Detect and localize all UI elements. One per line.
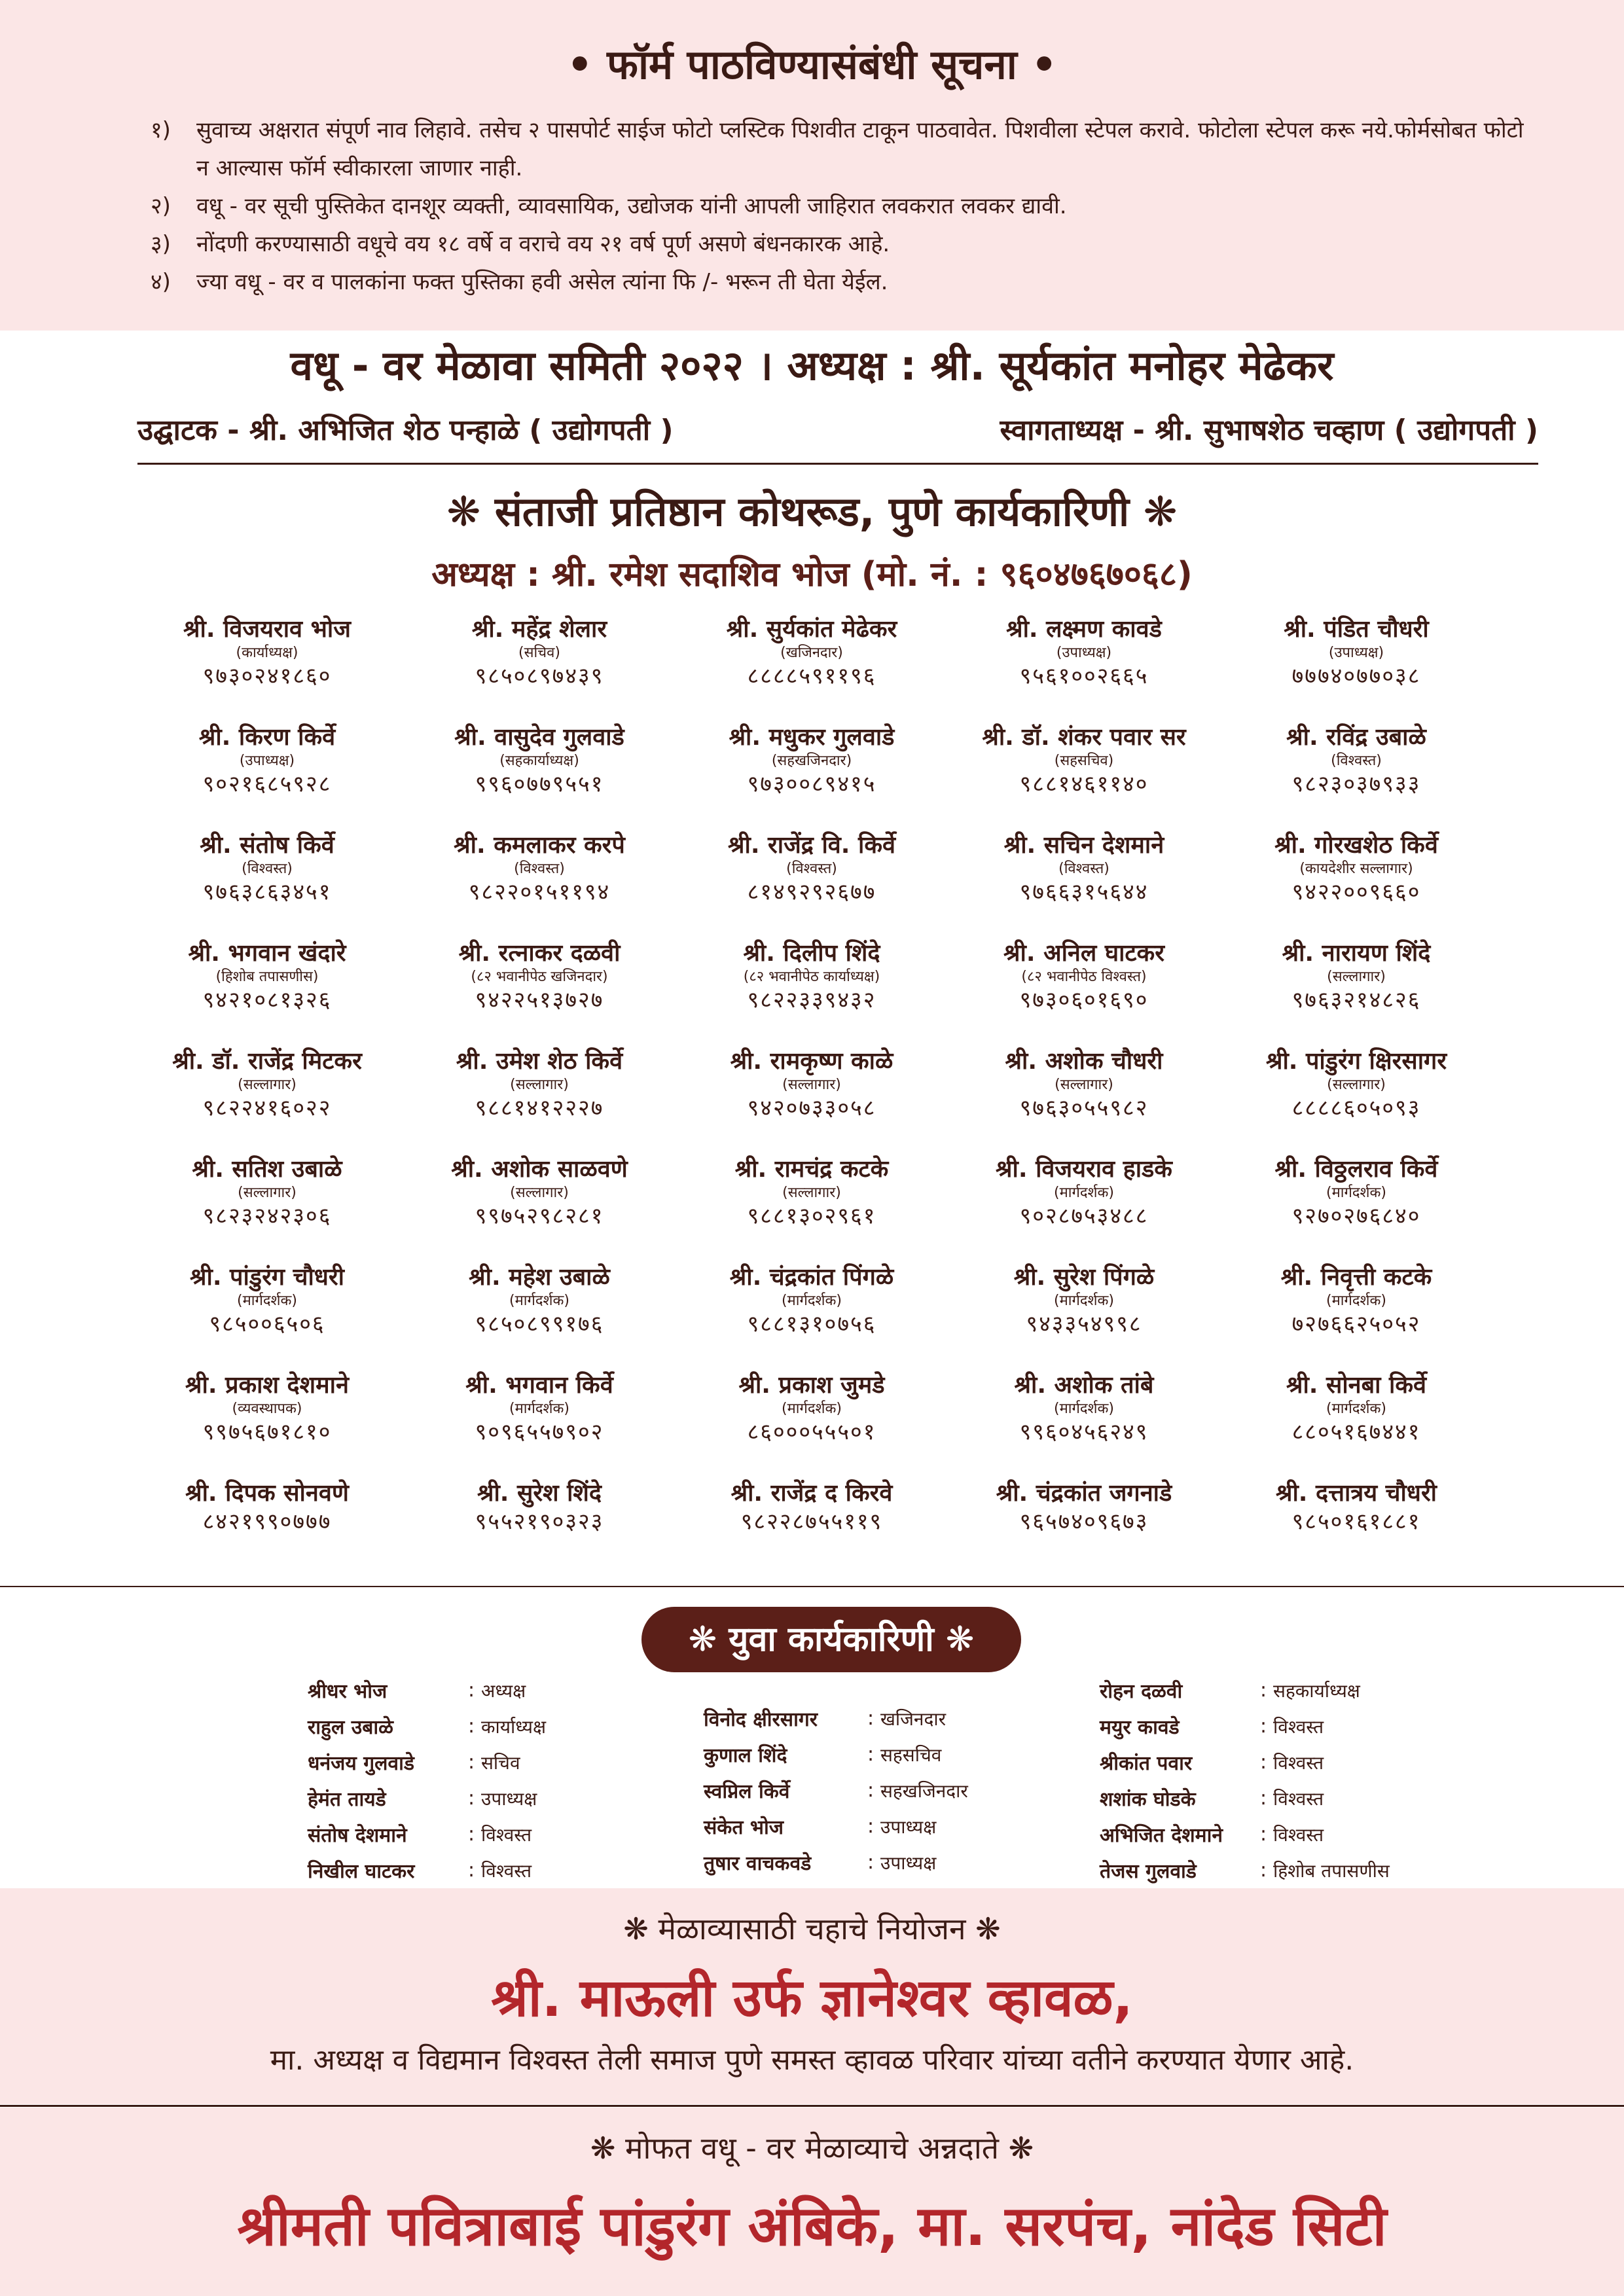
- member-role: (मार्गदर्शक): [1326, 1401, 1386, 1417]
- youth-member-row: [308, 1780, 546, 1816]
- member-phone: ९९६०४५६२४९: [1019, 1419, 1149, 1445]
- member-phone: ९४२२००९६६०: [1291, 879, 1421, 905]
- instruction-text: वधू - वर सूची पुस्तिकेत दानशूर व्यक्ती, व्यावसायिक, उद्योजक यांनी आपली जाहिरात लवकरात लवकर द्यावी.: [196, 193, 1067, 219]
- member-phone: ९८८१३१०७५६: [747, 1311, 876, 1337]
- member-role: (खजिनदार): [780, 645, 843, 661]
- tea-heading: ❋ मेळाव्यासाठी चहाचे नियोजन ❋: [623, 1911, 1001, 1946]
- member-role: (व्यवस्थापक): [232, 1401, 302, 1417]
- member-name: श्री. प्रकाश जुमडे: [738, 1372, 885, 1399]
- member-card: [403, 615, 676, 723]
- youth-member-row: [308, 1816, 546, 1852]
- member-phone: ९५५२१९०३२३: [475, 1509, 604, 1535]
- member-phone: ८४२१९९०७७७: [202, 1509, 332, 1535]
- member-role: (सल्लागार): [1327, 1077, 1386, 1093]
- member-name: श्री. भगवान किर्वे: [465, 1372, 613, 1399]
- member-card: [676, 1155, 948, 1263]
- member-card: [131, 1263, 403, 1371]
- youth-member-role: विश्वस्त: [481, 1823, 532, 1846]
- member-phone: ८८०५१६७४४१: [1291, 1419, 1421, 1445]
- member-name: श्री. विठ्ठलराव किर्वे: [1274, 1156, 1438, 1183]
- member-phone: ९८२२८७५५११९: [740, 1509, 883, 1535]
- youth-column-2: [704, 1700, 968, 1880]
- member-phone: ८८८८६०५०९३: [1291, 1095, 1421, 1121]
- youth-member-role: हिशोब तपासणीस: [1273, 1859, 1390, 1882]
- youth-member-row: [704, 1736, 968, 1772]
- instruction-item: [151, 263, 1525, 301]
- committee-title: वधू - वर मेळावा समिती २०२२ । अध्यक्ष : श्री. सूर्यकांत मनोहर मेढेकर: [290, 342, 1334, 389]
- member-phone: ७७७४०७७०३८: [1291, 663, 1421, 689]
- member-phone: ९६५७४०९६७३: [1019, 1509, 1149, 1535]
- youth-member-name: विनोद क्षीरसागर: [704, 1708, 818, 1731]
- member-role: (सहखजिनदार): [771, 753, 852, 769]
- member-name: श्री. चंद्रकांत पिंगळे: [729, 1264, 894, 1291]
- separator: :: [867, 1815, 875, 1838]
- member-role: (मार्गदर्शक): [782, 1401, 842, 1417]
- youth-member-name: धनंजय गुलवाडे: [308, 1752, 414, 1775]
- member-phone: ९८२३२४२३०६: [202, 1203, 332, 1229]
- separator: :: [867, 1779, 875, 1802]
- member-card: [948, 1047, 1220, 1155]
- member-card: [948, 1263, 1220, 1371]
- member-phone: ९८८१४६११४०: [1019, 771, 1149, 797]
- welcome-chair: स्वागताध्यक्ष - श्री. सुभाषशेठ चव्हाण ( उद्योगपती ): [1000, 414, 1538, 447]
- member-card: [676, 1047, 948, 1155]
- instruction-text: नोंदणी करण्यासाठी वधूचे वय १८ वर्षे व वराचे वय २१ वर्ष पूर्ण असणे बंधनकारक आहे.: [196, 231, 890, 257]
- member-name: श्री. दिलीप शिंदे: [743, 940, 880, 967]
- member-role: (८२ भवानीपेठ कार्याध्यक्ष): [743, 969, 880, 985]
- youth-member-name: श्रीधर भोज: [308, 1680, 388, 1703]
- member-phone: ९४२०७३३०५८: [747, 1095, 876, 1121]
- member-role: (सल्लागार): [782, 1077, 841, 1093]
- youth-member-role: सहसचिव: [880, 1744, 942, 1766]
- separator: :: [1259, 1751, 1267, 1774]
- member-phone: ९८५००६५०६: [209, 1311, 325, 1337]
- member-name: श्री. राजेंद्र द किरवे: [731, 1480, 893, 1507]
- youth-member-row: [308, 1744, 546, 1780]
- member-phone: ९७६३८६३४५१: [202, 879, 332, 905]
- member-card: [131, 1479, 403, 1587]
- member-phone: ९९६०७७९५५१: [475, 771, 604, 797]
- instruction-item: [151, 111, 1525, 187]
- member-card: [131, 939, 403, 1047]
- member-role: (मार्गदर्शक): [1326, 1293, 1386, 1309]
- member-name: श्री. कमलाकर करपे: [454, 832, 625, 859]
- youth-member-name: स्वप्निल किर्वे: [704, 1780, 790, 1803]
- member-role: (सल्लागार): [1327, 969, 1386, 985]
- member-name: श्री. सतिश उबाळे: [192, 1156, 342, 1183]
- member-phone: ९०२८७५३४८८: [1019, 1203, 1149, 1229]
- youth-member-name: श्रीकांत पवार: [1100, 1752, 1193, 1775]
- member-role: (विश्वस्त): [1058, 861, 1110, 877]
- member-card: [403, 723, 676, 831]
- member-phone: ९८८१३०२९६१: [747, 1203, 876, 1229]
- member-phone: ९८२२४१६०२२: [202, 1095, 332, 1121]
- member-name: श्री. किरण किर्वे: [198, 724, 336, 751]
- member-name: श्री. डॉ. राजेंद्र मिटकर: [172, 1048, 362, 1075]
- youth-member-row: [1100, 1672, 1390, 1708]
- member-role: (विश्वस्त): [242, 861, 293, 877]
- member-name: श्री. डॉ. शंकर पवार सर: [982, 724, 1186, 751]
- member-name: श्री. निवृत्ती कटके: [1280, 1264, 1432, 1291]
- member-phone: ९७६३२१४८२६: [1291, 987, 1421, 1013]
- member-card: [403, 1047, 676, 1155]
- member-phone: ९७३०२४१८६०: [202, 663, 332, 689]
- member-phone: ९७६३०५५९८२: [1019, 1095, 1149, 1121]
- youth-column-3: [1100, 1672, 1390, 1888]
- member-card: [1220, 831, 1492, 939]
- youth-member-name: निखील घाटकर: [308, 1860, 415, 1883]
- member-name: श्री. गोरखशेठ किर्वे: [1274, 832, 1438, 859]
- member-phone: ९९७५२९८२८१: [475, 1203, 604, 1229]
- separator: :: [467, 1823, 475, 1846]
- member-name: श्री. पांडुरंग क्षिरसागर: [1265, 1048, 1447, 1075]
- member-role: (विश्वस्त): [514, 861, 565, 877]
- member-phone: ९७३००८९४१५: [747, 771, 876, 797]
- member-card: [676, 1479, 948, 1587]
- member-card: [131, 615, 403, 723]
- member-card: [676, 615, 948, 723]
- instructions-section: [0, 0, 1624, 331]
- member-role: (उपाध्यक्ष): [1328, 645, 1384, 661]
- member-name: श्री. अशोक साळवणे: [451, 1156, 628, 1183]
- youth-member-name: हेमंत तायडे: [308, 1788, 386, 1811]
- member-phone: ९९७५६७१८१०: [202, 1419, 332, 1445]
- member-card: [948, 939, 1220, 1047]
- member-phone: ८६०००५५५०१: [747, 1419, 876, 1445]
- member-name: श्री. दत्तात्रय चौधरी: [1276, 1480, 1437, 1507]
- member-card: [403, 939, 676, 1047]
- instructions-title: • फॉर्म पाठविण्यासंबंधी सूचना •: [566, 41, 1058, 88]
- member-role: (८२ भवानीपेठ विश्वस्त): [1021, 969, 1147, 985]
- youth-member-role: विश्वस्त: [1273, 1823, 1324, 1846]
- youth-member-role: सहखजिनदार: [880, 1780, 968, 1802]
- separator: :: [467, 1679, 475, 1702]
- youth-member-role: विश्वस्त: [1273, 1715, 1324, 1738]
- member-role: (हिशोब तपासणीस): [215, 969, 319, 985]
- member-role: (सल्लागार): [510, 1077, 569, 1093]
- member-card: [676, 723, 948, 831]
- member-role: (सल्लागार): [1055, 1077, 1113, 1093]
- instruction-item: [151, 187, 1525, 225]
- member-name: श्री. अनिल घाटकर: [1003, 940, 1164, 967]
- member-phone: ८१४९२९२६७७: [747, 879, 876, 905]
- food-sponsor-name: श्रीमती पवित्राबाई पांडुरंग अंबिके, मा. सरपंच, नांदेड सिटी: [237, 2194, 1387, 2258]
- divider: [0, 1586, 1624, 1587]
- tea-sponsor-name: श्री. माऊली उर्फ ज्ञानेश्वर व्हावळ,: [491, 1967, 1133, 2028]
- separator: :: [1259, 1787, 1267, 1810]
- member-name: श्री. रविंद्र उबाळे: [1286, 724, 1426, 751]
- member-role: (८२ भवानीपेठ खजिनदार): [471, 969, 608, 985]
- separator: :: [867, 1851, 875, 1874]
- member-phone: ९०२१६८५९२८: [202, 771, 332, 797]
- member-name: श्री. पंडित चौधरी: [1284, 616, 1429, 643]
- member-name: श्री. राजेंद्र वि. किर्वे: [728, 832, 895, 859]
- youth-member-name: शशांक घोडके: [1100, 1788, 1196, 1811]
- member-name: श्री. सुर्यकांत मेढेकर: [726, 616, 897, 643]
- member-card: [131, 1155, 403, 1263]
- member-role: (सल्लागार): [782, 1185, 841, 1201]
- instruction-number: १): [151, 117, 171, 143]
- member-phone: ९८२२०१५११९४: [468, 879, 611, 905]
- member-name: श्री. रामकृष्ण काळे: [730, 1048, 893, 1075]
- member-role: (उपाध्यक्ष): [239, 753, 295, 769]
- member-card: [1220, 615, 1492, 723]
- member-role: (मार्गदर्शक): [237, 1293, 297, 1309]
- member-role: (सहकार्याध्यक्ष): [499, 753, 579, 769]
- inaugurator: उद्घाटक - श्री. अभिजित शेठ पन्हाळे ( उद्योगपती ): [137, 414, 674, 447]
- divider: [0, 2105, 1624, 2107]
- member-card: [1220, 723, 1492, 831]
- member-phone: ९२७०२७६८४०: [1291, 1203, 1421, 1229]
- instruction-number: ३): [151, 231, 171, 257]
- member-phone: ९७६६३१५६४४: [1019, 879, 1149, 905]
- organization-president: अध्यक्ष : श्री. रमेश सदाशिव भोज (मो. नं. : ९६०४७६७०६८): [431, 555, 1193, 594]
- member-name: श्री. रामचंद्र कटके: [734, 1156, 889, 1183]
- member-name: श्री. महेंद्र शेलार: [471, 616, 607, 643]
- youth-member-name: मयुर कावडे: [1100, 1716, 1180, 1739]
- instruction-item: [151, 225, 1525, 263]
- member-phone: ९८२३०३७९३३: [1291, 771, 1421, 797]
- member-role: (मार्गदर्शक): [509, 1401, 569, 1417]
- youth-member-name: संतोष देशमाने: [308, 1824, 407, 1847]
- chief-guests: [137, 409, 1538, 448]
- youth-member-role: उपाध्यक्ष: [880, 1852, 937, 1874]
- member-role: (मार्गदर्शक): [1054, 1293, 1114, 1309]
- youth-member-row: [308, 1708, 546, 1744]
- organization-title: ❋ संताजी प्रतिष्ठान कोथरूड, पुणे कार्यकारिणी ❋: [446, 488, 1178, 535]
- member-card: [131, 831, 403, 939]
- member-role: (उपाध्यक्ष): [1056, 645, 1112, 661]
- instruction-text: सुवाच्य अक्षरात संपूर्ण नाव लिहावे. तसेच २ पासपोर्ट साईज फोटो प्लस्टिक पिशवीत टाकून पाठवावेत. पिशवीला स्टेपल करावे. फोटोला स्टेपल करू नये.फोर्मसोबत फोटो न आल्यास फॉर्म स्वीकारला जाणार नाही.: [196, 117, 1524, 181]
- member-role: (विश्वस्त): [1331, 753, 1382, 769]
- youth-member-row: [704, 1700, 968, 1736]
- member-phone: ९४२१०८१३२६: [202, 987, 332, 1013]
- member-phone: ८८८८५९११९६: [747, 663, 876, 689]
- member-card: [131, 1047, 403, 1155]
- member-card: [403, 1263, 676, 1371]
- member-name: श्री. नारायण शिंदे: [1282, 940, 1431, 967]
- member-name: श्री. रत्नाकर दळवी: [458, 940, 621, 967]
- member-name: श्री. पांडुरंग चौधरी: [190, 1264, 344, 1291]
- member-card: [1220, 1371, 1492, 1479]
- instruction-number: २): [151, 193, 171, 219]
- member-role: (सल्लागार): [510, 1185, 569, 1201]
- tea-sponsor-note: मा. अध्यक्ष व विद्यमान विश्वस्त तेली समाज पुणे समस्त व्हावळ परिवार यांच्या वतीने करण्यात येणार आहे.: [270, 2043, 1354, 2077]
- separator: :: [867, 1707, 875, 1730]
- youth-member-row: [1100, 1816, 1390, 1852]
- youth-committee-badge: ❋ युवा कार्यकारिणी ❋: [641, 1607, 1021, 1672]
- youth-member-role: सहकार्याध्यक्ष: [1273, 1679, 1360, 1702]
- member-card: [948, 1479, 1220, 1587]
- member-phone: ९८८१४१२२२७: [475, 1095, 604, 1121]
- youth-member-role: खजिनदार: [880, 1708, 947, 1730]
- member-role: (विश्वस्त): [786, 861, 837, 877]
- member-card: [948, 1155, 1220, 1263]
- member-card: [131, 723, 403, 831]
- member-name: श्री. सुरेश पिंगळे: [1013, 1264, 1155, 1291]
- member-name: श्री. अशोक तांबे: [1014, 1372, 1154, 1399]
- member-card: [948, 615, 1220, 723]
- member-name: श्री. प्रकाश देशमाने: [185, 1372, 349, 1399]
- member-name: श्री. सोनबा किर्वे: [1286, 1372, 1427, 1399]
- member-card: [403, 831, 676, 939]
- member-card: [403, 1371, 676, 1479]
- member-card: [131, 1371, 403, 1479]
- member-card: [676, 831, 948, 939]
- member-card: [1220, 939, 1492, 1047]
- youth-member-name: रोहन दळवी: [1100, 1680, 1183, 1703]
- member-role: (कायदेशीर सल्लागार): [1299, 861, 1413, 877]
- member-card: [1220, 1479, 1492, 1587]
- member-role: (मार्गदर्शक): [1054, 1185, 1114, 1201]
- member-phone: ९७३०६०१६९०: [1019, 987, 1149, 1013]
- member-name: श्री. लक्ष्मण कावडे: [1006, 616, 1162, 643]
- member-card: [403, 1155, 676, 1263]
- member-name: श्री. विजयराव भोज: [183, 616, 351, 643]
- instruction-number: ४): [151, 269, 171, 295]
- member-role: (मार्गदर्शक): [509, 1293, 569, 1309]
- member-name: श्री. मधुकर गुलवाडे: [729, 724, 895, 751]
- member-card: [1220, 1155, 1492, 1263]
- member-role: (मार्गदर्शक): [1326, 1185, 1386, 1201]
- member-phone: ९४३३५४९९८: [1026, 1311, 1142, 1337]
- member-role: (सल्लागार): [238, 1185, 297, 1201]
- youth-member-name: संकेत भोज: [704, 1816, 784, 1839]
- youth-member-role: विश्वस्त: [1273, 1751, 1324, 1774]
- member-phone: ९८२२३३९४३२: [747, 987, 876, 1013]
- member-role: (सहसचिव): [1054, 753, 1114, 769]
- food-sponsor-section: [0, 2108, 1624, 2296]
- youth-member-row: [1100, 1744, 1390, 1780]
- member-phone: ९४२२५१३७२७: [475, 987, 604, 1013]
- youth-member-row: [704, 1844, 968, 1880]
- separator: :: [867, 1743, 875, 1766]
- separator: :: [1259, 1679, 1267, 1702]
- member-name: श्री. दिपक सोनवणे: [185, 1480, 349, 1507]
- youth-member-name: तेजस गुलवाडे: [1100, 1860, 1197, 1883]
- youth-member-name: तुषार वाचकवडे: [704, 1852, 812, 1875]
- member-role: (कार्याध्यक्ष): [236, 645, 298, 661]
- member-phone: ९८५०८९९१७६: [475, 1311, 604, 1337]
- member-name: श्री. विजयराव हाडके: [996, 1156, 1172, 1183]
- member-name: श्री. सचिन देशमाने: [1003, 832, 1164, 859]
- member-card: [1220, 1047, 1492, 1155]
- member-card: [676, 1263, 948, 1371]
- member-phone: ९८५०८९७४३९: [475, 663, 604, 689]
- youth-member-row: [308, 1672, 546, 1708]
- member-name: श्री. भगवान खंदारे: [188, 940, 346, 967]
- member-role: (मार्गदर्शक): [782, 1293, 842, 1309]
- separator: :: [467, 1787, 475, 1810]
- instructions-list: [151, 111, 1525, 301]
- separator: :: [1259, 1823, 1267, 1846]
- youth-member-row: [704, 1772, 968, 1808]
- youth-member-role: विश्वस्त: [481, 1859, 532, 1882]
- tea-sponsor-section: [0, 1888, 1624, 2104]
- youth-member-role: अध्यक्ष: [481, 1679, 526, 1702]
- separator: :: [467, 1859, 475, 1882]
- youth-member-row: [1100, 1852, 1390, 1888]
- youth-member-row: [704, 1808, 968, 1844]
- member-phone: ९५६१००२६६५: [1019, 663, 1149, 689]
- food-heading: ❋ मोफत वधू - वर मेळाव्याचे अन्नदाते ❋: [590, 2130, 1034, 2166]
- member-card: [676, 939, 948, 1047]
- member-card: [676, 1371, 948, 1479]
- member-name: श्री. सुरेश शिंदे: [477, 1480, 602, 1507]
- youth-member-name: अभिजित देशमाने: [1100, 1824, 1223, 1847]
- separator: :: [1259, 1715, 1267, 1738]
- youth-member-row: [308, 1852, 546, 1888]
- member-role: (मार्गदर्शक): [1054, 1401, 1114, 1417]
- member-card: [948, 1371, 1220, 1479]
- member-phone: ९८५०१६१८८१: [1291, 1509, 1421, 1535]
- member-phone: ९०९६५५७९०२: [475, 1419, 604, 1445]
- member-role: (सचिव): [518, 645, 560, 661]
- member-name: श्री. महेश उबाळे: [469, 1264, 610, 1291]
- member-name: श्री. चंद्रकांत जगनाडे: [996, 1480, 1172, 1507]
- member-card: [403, 1479, 676, 1587]
- member-name: श्री. अशोक चौधरी: [1005, 1048, 1163, 1075]
- member-name: श्री. वासुदेव गुलवाडे: [454, 724, 624, 751]
- divider: [137, 463, 1538, 465]
- separator: :: [467, 1715, 475, 1738]
- youth-member-name: राहुल उबाळे: [308, 1716, 393, 1739]
- youth-member-role: उपाध्यक्ष: [880, 1816, 937, 1838]
- youth-member-row: [1100, 1708, 1390, 1744]
- youth-column-1: [308, 1672, 546, 1888]
- separator: :: [467, 1751, 475, 1774]
- youth-member-role: उपाध्यक्ष: [481, 1787, 537, 1810]
- youth-member-name: कुणाल शिंदे: [704, 1744, 787, 1767]
- youth-member-row: [1100, 1780, 1390, 1816]
- member-name: श्री. संतोष किर्वे: [200, 832, 334, 859]
- member-card: [948, 723, 1220, 831]
- youth-member-role: विश्वस्त: [1273, 1787, 1324, 1810]
- member-role: (सल्लागार): [238, 1077, 297, 1093]
- member-name: श्री. उमेश शेठ किर्वे: [456, 1048, 623, 1075]
- members-grid: [131, 615, 1492, 1587]
- instruction-text: ज्या वधू - वर व पालकांना फक्त पुस्तिका हवी असेल त्यांना फि /- भरून ती घेता येईल.: [196, 269, 888, 295]
- member-card: [1220, 1263, 1492, 1371]
- member-phone: ७२७६६२५०५२: [1291, 1311, 1421, 1337]
- separator: :: [1259, 1859, 1267, 1882]
- youth-member-role: सचिव: [481, 1751, 520, 1774]
- youth-member-role: कार्याध्यक्ष: [481, 1715, 547, 1738]
- member-card: [948, 831, 1220, 939]
